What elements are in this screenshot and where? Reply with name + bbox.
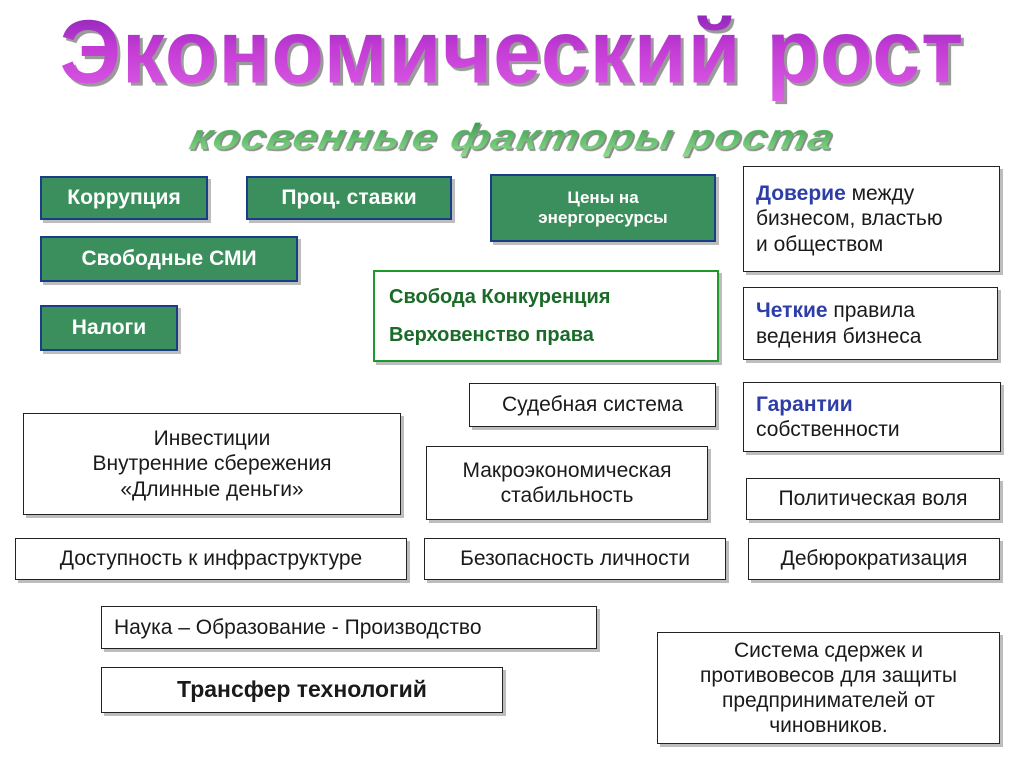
macro-stability-line2: стабильность: [500, 484, 634, 507]
property-guarantees-box: [743, 382, 1001, 452]
trust-line2: бизнесом, властью: [756, 207, 943, 231]
clear-rules-line2: ведения бизнеса: [756, 324, 922, 348]
energy-prices-box: [490, 174, 716, 242]
investments-box: [23, 413, 401, 515]
interest-rates-box: [246, 176, 452, 220]
freedom-competition-line: Свобода Конкуренция: [389, 286, 611, 308]
technology-transfer-box: [101, 667, 503, 713]
personal-security-box: [424, 538, 726, 580]
checks-balances-line4: чиновников.: [769, 714, 888, 738]
energy-prices-line2: энергоресурсы: [538, 208, 668, 227]
infrastructure-label: Доступность к инфраструктуре: [59, 547, 363, 571]
trust-rest: между: [845, 182, 915, 206]
debureaucratization-box: [748, 538, 1000, 580]
free-media-box: [40, 236, 298, 282]
judicial-system-label: Судебная система: [501, 393, 684, 417]
checks-balances-line2: противовесов для защиты: [700, 663, 957, 687]
judicial-system-box: [469, 383, 716, 427]
guarantees-highlight: Гарантии: [756, 392, 853, 416]
taxes-box: [40, 305, 178, 351]
corruption-box: [40, 176, 208, 220]
freedom-competition-box: [373, 270, 719, 362]
investments-line1: Инвестиции: [153, 427, 271, 451]
trust-highlight: Доверие: [756, 182, 846, 206]
clear-rules-highlight: Четкие: [756, 299, 828, 323]
page-title: Экономический рост: [0, 0, 1024, 105]
trust-box: [743, 166, 1000, 272]
clear-rules-rest: правила: [827, 299, 915, 323]
checks-balances-line3: предпринимателей от: [722, 689, 935, 712]
free-media-label: Свободные СМИ: [81, 247, 257, 271]
political-will-label: Политическая воля: [778, 487, 968, 511]
political-will-box: [746, 478, 1000, 520]
guarantees-line2: собственности: [756, 418, 900, 441]
technology-transfer-label: Трансфер технологий: [177, 676, 427, 703]
checks-balances-box: [657, 632, 1000, 744]
rule-of-law-line: Верховенство права: [389, 324, 594, 346]
debureaucratization-label: Дебюрократизация: [780, 547, 968, 571]
trust-line3: и обществом: [756, 232, 884, 256]
energy-prices-line1: Цены на: [567, 187, 639, 207]
science-education-label: Наука – Образование - Производство: [114, 615, 482, 639]
investments-line3: «Длинные деньги»: [120, 477, 304, 501]
clear-rules-line1: [756, 298, 915, 323]
infrastructure-box: [15, 538, 407, 580]
page-subtitle: косвенные факторы роста: [0, 115, 1024, 161]
interest-rates-label: Проц. ставки: [281, 186, 417, 210]
clear-rules-box: [743, 287, 998, 360]
macro-stability-box: [426, 446, 708, 520]
corruption-label: Коррупция: [67, 186, 181, 210]
checks-balances-line1: Система сдержек и: [734, 638, 923, 662]
macro-stability-line1: Макроэкономическая: [462, 458, 672, 482]
investments-line2: Внутренние сбережения: [92, 452, 332, 476]
trust-line1: [756, 181, 914, 206]
science-education-box: [101, 606, 597, 649]
personal-security-label: Безопасность личности: [460, 547, 690, 571]
taxes-label: Налоги: [71, 316, 147, 340]
